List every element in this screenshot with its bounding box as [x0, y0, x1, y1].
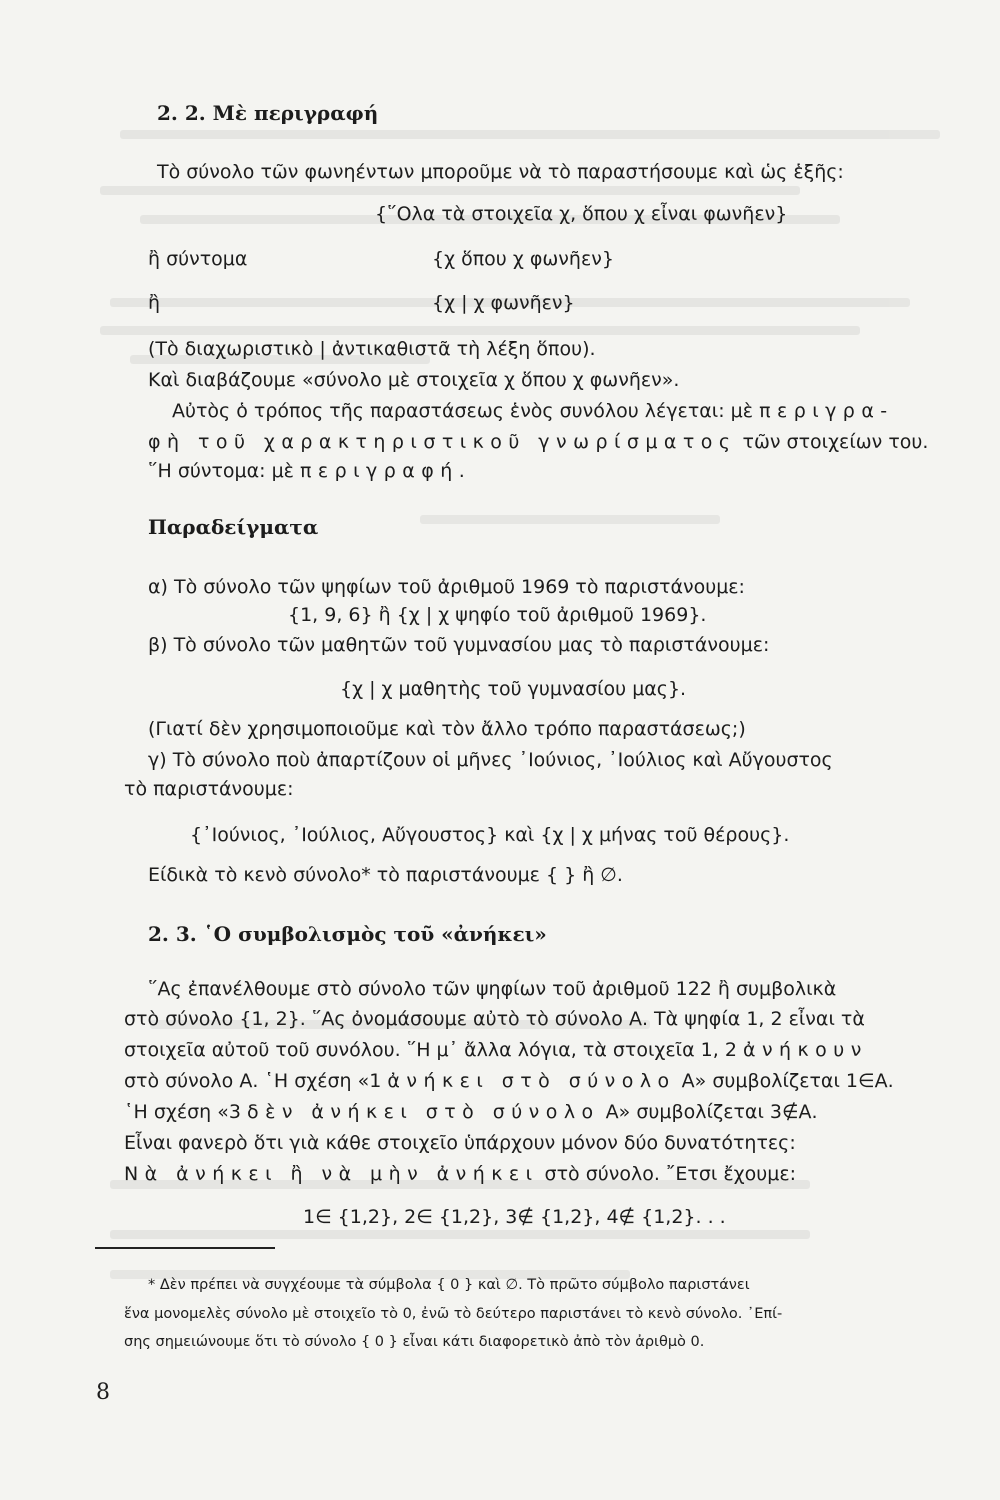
paragraph: Καὶ διαβάζουμε «σύνολο μὲ στοιχεῖα χ ὅπου χ φωνῆεν». — [148, 369, 680, 391]
paragraph: στὸ σύνολο Α. ῾Η σχέση «1 ἀνήκει στὸ σύνολο Α» συμβολίζεται 1∈Α. — [124, 1070, 894, 1092]
page-number: 8 — [96, 1380, 110, 1405]
footnote-line: σης σημειώνουμε ὅτι τὸ σύνολο { 0 } εἶναι κάτι διαφορετικὸ ἀπὸ τὸν ἀριθμὸ 0. — [124, 1334, 705, 1350]
section-heading-2-3: 2. 3. ῾Ο συμβολισμὸς τοῦ «ἀνήκει» — [148, 922, 547, 946]
paragraph: στοιχεῖα αὐτοῦ τοῦ συνόλου. ῞Η μ᾿ ἄλλα λόγια, τὰ στοιχεῖα 1, 2 ἀνήκουν — [124, 1039, 868, 1061]
footnote-line: * Δὲν πρέπει νὰ συγχέουμε τὰ σύμβολα { 0 } καὶ ∅. Τὸ πρῶτο σύμβολο παριστάνει — [148, 1277, 750, 1293]
section-heading-2-2: 2. 2. Μὲ περιγραφή — [157, 101, 379, 125]
paragraph: Νὰ ἀνήκει ἢ νὰ μὴν ἀνήκει στὸ σύνολο. ῎Ετσι ἔχουμε: — [124, 1163, 796, 1185]
example-c-sets: {᾿Ιούνιος, ᾿Ιούλιος, Αὔγουστος} καὶ {χ | χ μήνας τοῦ θέρους}. — [190, 824, 790, 846]
or-label: ἢ — [148, 292, 161, 314]
paragraph: φὴ τοῦ χαρακτηριστικοῦ γνωρίσματος τῶν στοιχείων του. — [148, 431, 929, 453]
paragraph: Τὸ σύνολο τῶν φωνηέντων μποροῦμε νὰ τὸ παραστήσουμε καὶ ὡς ἑξῆς: — [157, 161, 844, 183]
paragraph: ῞Ας ἐπανέλθουμε στὸ σύνολο τῶν ψηφίων τοῦ ἀριθμοῦ 122 ἢ συμβολικὰ — [148, 978, 837, 1000]
membership-formula: 1∈ {1,2}, 2∈ {1,2}, 3∉ {1,2}, 4∉ {1,2}. . . — [303, 1206, 726, 1228]
footnote-divider — [95, 1247, 275, 1249]
set-short: {χ ὅπου χ φωνῆεν} — [432, 248, 614, 270]
short-label: ἢ σύντομα — [148, 248, 248, 270]
paragraph: (Γιατί δὲν χρησιμοποιοῦμε καὶ τὸν ἄλλο τρόπο παραστάσεως;) — [148, 718, 746, 740]
example-c: γ) Τὸ σύνολο ποὺ ἀπαρτίζουν οἱ μῆνες ᾿Ιούνιος, ᾿Ιούλιος καὶ Αὔγουστος — [148, 749, 833, 771]
footnote-line: ἕνα μονομελὲς σύνολο μὲ στοιχεῖο τὸ 0, ἐνῶ τὸ δεύτερο παριστάνει τὸ κενὸ σύνολο. ᾿Επί- — [124, 1306, 783, 1322]
example-c-continued: τὸ παριστάνουμε: — [124, 778, 294, 800]
example-b-set: {χ | χ μαθητὴς τοῦ γυμνασίου μας}. — [340, 678, 687, 700]
paragraph: ῾Η σχέση «3 δὲν ἀνήκει στὸ σύνολο Α» συμβολίζεται 3∉Α. — [124, 1101, 818, 1123]
paragraph: Αὐτὸς ὁ τρόπος τῆς παραστάσεως ἑνὸς συνόλου λέγεται: μὲ περιγρα- — [172, 400, 894, 422]
paragraph: στὸ σύνολο {1, 2}. ῞Ας ὀνομάσουμε αὐτὸ τὸ σύνολο Α. Τὰ ψηφία 1, 2 εἶναι τὰ — [124, 1008, 865, 1030]
paragraph: ῞Η σύντομα: μὲ περιγραφή. — [148, 460, 472, 482]
example-a: α) Τὸ σύνολο τῶν ψηφίων τοῦ ἀριθμοῦ 1969 τὸ παριστάνουμε: — [148, 576, 745, 598]
paragraph: Είδικὰ τὸ κενὸ σύνολο* τὸ παριστάνουμε { } ἢ ∅. — [148, 864, 623, 886]
example-a-set: {1, 9, 6} ἢ {χ | χ ψηφίο τοῦ ἀριθμοῦ 1969}. — [288, 604, 707, 626]
paragraph: (Τὸ διαχωριστικὸ | ἀντικαθιστᾶ τὴ λέξη ὅπου). — [148, 338, 596, 360]
set-bar-notation: {χ | χ φωνῆεν} — [432, 292, 575, 314]
paragraph: Εἶναι φανερὸ ὅτι γιὰ κάθε στοιχεῖο ὑπάρχουν μόνον δύο δυνατότητες: — [124, 1132, 796, 1154]
examples-heading: Παραδείγματα — [148, 515, 319, 539]
example-b: β) Τὸ σύνολο τῶν μαθητῶν τοῦ γυμνασίου μας τὸ παριστάνουμε: — [148, 634, 770, 656]
set-full-description: {῞Ολα τὰ στοιχεῖα χ, ὅπου χ εἶναι φωνῆεν} — [375, 203, 788, 225]
